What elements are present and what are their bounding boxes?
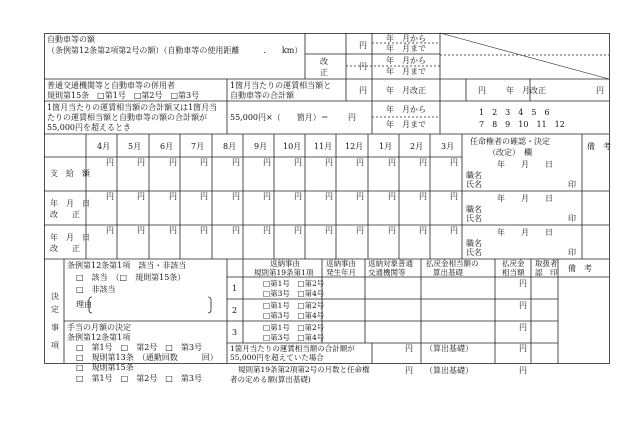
yen-unit: 円 xyxy=(388,158,396,167)
yen-unit: 円 xyxy=(169,226,177,235)
name-label: 氏名 xyxy=(466,214,482,223)
job-title-label: 職名 xyxy=(466,239,482,248)
revision-date-label: 年 月 日 xyxy=(50,233,90,242)
refund-row-number: 1 xyxy=(232,284,238,293)
month-choices-2: 7 8 9 10 11 12 xyxy=(479,120,565,129)
yen-unit: 円 xyxy=(232,158,240,167)
decision-label-char: 決 xyxy=(51,292,59,301)
yen-unit: 円 xyxy=(200,192,208,201)
yen-unit: 円 xyxy=(359,62,367,71)
refund-target-header: 返納対象普通 xyxy=(368,259,413,268)
rule15-item-checkboxes[interactable]: □ 第1号 □ 第2号 □ 第3号 xyxy=(76,374,202,383)
yen-unit: 円 xyxy=(519,279,527,288)
yen-unit: 円 xyxy=(200,226,208,235)
refund-options[interactable]: □第1号 □第2号 xyxy=(263,323,325,332)
yen-unit: 円 xyxy=(325,226,333,235)
job-title-label: 職名 xyxy=(466,205,482,214)
from-date: 年 月から xyxy=(386,34,426,43)
refund-options[interactable]: □第3号 □第4号 xyxy=(263,289,325,298)
yen-unit: 円 xyxy=(200,158,208,167)
month-header: 1月 xyxy=(379,142,393,151)
yen-unit: 円 xyxy=(294,158,302,167)
yen-unit: 円 xyxy=(450,192,458,201)
seal-mark: 印 xyxy=(568,248,576,257)
month-choices-1: 1 2 3 4 5 6 xyxy=(479,108,550,117)
refund-options[interactable]: □第1号 □第2号 xyxy=(263,301,325,310)
decision-label-char: 項 xyxy=(51,341,59,350)
revision-label: 改 正 xyxy=(50,244,80,253)
confirm-header-2: （改定） 欄 xyxy=(488,148,532,157)
ordinance-label: 条例第12条第1項 xyxy=(67,333,131,342)
refund-reason-header: 返納事由 xyxy=(270,259,300,268)
confirm-header: 任命権者の確認・決定 xyxy=(470,137,550,146)
refund-target-header-2: 交通機関等 xyxy=(368,268,406,277)
yen-unit: 円 xyxy=(359,86,367,95)
confirm-date: 年 月 日 xyxy=(497,228,553,237)
rule13-checkbox[interactable]: □ 規則第13条 （通勤回数 回） xyxy=(76,353,218,362)
month-header: 12月 xyxy=(345,142,364,151)
yen-unit: 円 xyxy=(356,192,364,201)
yen-unit: 円 xyxy=(169,192,177,201)
yen-unit: 円 xyxy=(388,226,396,235)
yen-unit: 円 xyxy=(325,192,333,201)
month-header: 6月 xyxy=(160,142,174,151)
combined-rule-label: 規則第15条 □第1号 □第2号 □第3号 xyxy=(47,91,200,100)
over-limit-label: 1箇月当たりの運賃相当額の合計額又は1箇月当 xyxy=(47,103,218,112)
yen-unit: 円 xyxy=(388,192,396,201)
yen-unit: 円 xyxy=(106,226,114,235)
month-header: 10月 xyxy=(283,142,302,151)
revised-date: 年 月改正 xyxy=(506,86,546,95)
from-date: 年 月から xyxy=(386,56,426,65)
decision-label-char: 事 xyxy=(51,323,59,332)
name-label: 氏名 xyxy=(466,248,482,257)
months-amount-label: 規則第19条第2項第2号の月数と任命権 xyxy=(238,365,370,374)
month-header: 9月 xyxy=(254,142,268,151)
ordinance-item-checkboxes[interactable]: □ 第1号 □ 第2号 □ 第3号 xyxy=(76,343,202,352)
yen-unit: 円 xyxy=(263,192,271,201)
month-header: 3月 xyxy=(441,142,455,151)
name-label: 氏名 xyxy=(466,180,482,189)
over-limit-label-2: たりの運賃相当額と自動車等の額の合計額が xyxy=(47,113,207,122)
yen-unit: 円 xyxy=(519,323,527,332)
to-date: 年 月まで xyxy=(386,120,426,129)
refund-amount-header-2: 相当額 xyxy=(502,268,525,277)
yen-unit: 円 xyxy=(419,226,427,235)
confirm-date: 年 月 日 xyxy=(497,160,553,169)
applicable-checkbox[interactable]: □ 該当 （□ 規則第15条） xyxy=(76,273,186,282)
yen-unit: 円 xyxy=(348,113,356,122)
yen-unit: 円 xyxy=(596,86,604,95)
applicability-label: 条例第12条第1項 該当・非該当 xyxy=(67,261,187,270)
refund-options[interactable]: □第3号 □第4号 xyxy=(263,333,325,342)
decision-label-char: 定 xyxy=(51,305,59,314)
yen-unit: 円 xyxy=(356,158,364,167)
to-date: 年 月まで xyxy=(386,44,426,53)
month-header: 8月 xyxy=(223,142,237,151)
handler-header-2: 認 印 xyxy=(535,268,558,277)
refund-reason-header-2: 規則第19条第1項 xyxy=(254,268,314,277)
car-amount-label: 自動車等の額 xyxy=(47,35,95,44)
basis-label: （算出基礎） xyxy=(425,366,473,375)
to-date: 年 月まで xyxy=(386,67,426,76)
job-title-label: 職名 xyxy=(466,171,482,180)
month-header: 2月 xyxy=(410,142,424,151)
yen-unit: 円 xyxy=(137,192,145,201)
yen-unit: 円 xyxy=(419,192,427,201)
yen-unit: 円 xyxy=(519,301,527,310)
not-applicable-checkbox[interactable]: □ 非該当 xyxy=(76,285,116,294)
yen-unit: 円 xyxy=(294,226,302,235)
yen-unit: 円 xyxy=(359,41,367,50)
over-limit-label-3: 55,000円を超えるとき xyxy=(47,123,131,132)
yen-unit: 円 xyxy=(519,344,527,353)
yen-unit: 円 xyxy=(405,344,413,353)
handler-header: 取扱者 xyxy=(535,259,558,268)
yen-unit: 円 xyxy=(263,226,271,235)
confirm-date: 年 月 日 xyxy=(497,194,553,203)
month-header: 5月 xyxy=(128,142,142,151)
monthly-decision-label: 手当の月額の決定 xyxy=(67,323,131,332)
revision-label: 改 正 xyxy=(50,210,80,219)
refund-row-number: 2 xyxy=(232,306,238,315)
revised-date: 年 月改正 xyxy=(386,86,426,95)
yen-unit: 円 xyxy=(519,366,527,375)
revision-date-label: 年 月 日 xyxy=(50,199,90,208)
refund-options[interactable]: □第1号 □第2号 xyxy=(263,279,325,288)
revised-label-2: 正 xyxy=(320,68,328,77)
from-date: 年 月から xyxy=(386,105,426,114)
yen-unit: 円 xyxy=(356,226,364,235)
over-limit-refund-label-2: 55,000円を超えていた場合 xyxy=(230,353,324,362)
refund-amount-header: 払戻金 xyxy=(502,259,525,268)
month-header: 11月 xyxy=(314,142,333,151)
months-amount-label-2: 者の定める額(算出基礎) xyxy=(230,375,311,384)
basis-label: （算出基礎） xyxy=(425,344,473,353)
yen-unit: 円 xyxy=(419,158,427,167)
yen-unit: 円 xyxy=(137,158,145,167)
refund-date-header: 返納事由 xyxy=(326,259,356,268)
refund-options[interactable]: □第3号 □第4号 xyxy=(263,311,325,320)
yen-unit: 円 xyxy=(450,226,458,235)
month-header: 7月 xyxy=(191,142,205,151)
yen-unit: 円 xyxy=(106,192,114,201)
yen-unit: 円 xyxy=(137,226,145,235)
yen-unit: 円 xyxy=(325,158,333,167)
fare-total-label: 1箇月当たりの運賃相当額と xyxy=(230,81,332,90)
month-header: 4月 xyxy=(97,142,111,151)
fare-total-label-2: 自動車等の合計額 xyxy=(230,91,294,100)
refund-row-number: 3 xyxy=(232,328,238,337)
reason-label: 理由 xyxy=(76,300,92,309)
seal-mark: 印 xyxy=(568,180,576,189)
yen-unit: 円 xyxy=(232,192,240,201)
yen-unit: 円 xyxy=(405,366,413,375)
refund-basis-header-2: 算出基礎 xyxy=(433,268,463,277)
seal-mark: 印 xyxy=(568,214,576,223)
revised-label: 改 xyxy=(320,57,328,66)
refund-basis-header: 払戻金相当額の xyxy=(426,259,479,268)
combined-label: 普通交通機関等と自動車等の併用者 xyxy=(47,81,175,90)
refund-remarks-header: 備 考 xyxy=(568,264,592,273)
over-limit-refund-label: 1箇月当たりの運賃相当額の合計額が xyxy=(230,344,355,353)
calc-formula: 55,000円×（ 箇月）＝ xyxy=(230,113,329,122)
yen-unit: 円 xyxy=(450,158,458,167)
yen-unit: 円 xyxy=(169,158,177,167)
yen-unit: 円 xyxy=(232,226,240,235)
yen-unit: 円 xyxy=(106,158,114,167)
yen-unit: 円 xyxy=(263,158,271,167)
refund-date-header-2: 発生年月 xyxy=(326,268,356,277)
car-amount-sublabel: （条例第12条第2項第2号の額）（自動車等の使用距離 . km） xyxy=(47,46,303,55)
remarks-header: 備 考 xyxy=(587,142,611,151)
rule15-checkbox[interactable]: □ 規則第15条 xyxy=(76,363,134,372)
yen-unit: 円 xyxy=(294,192,302,201)
payment-amount-label: 支 給 額 xyxy=(50,169,90,178)
yen-unit: 円 xyxy=(478,86,486,95)
